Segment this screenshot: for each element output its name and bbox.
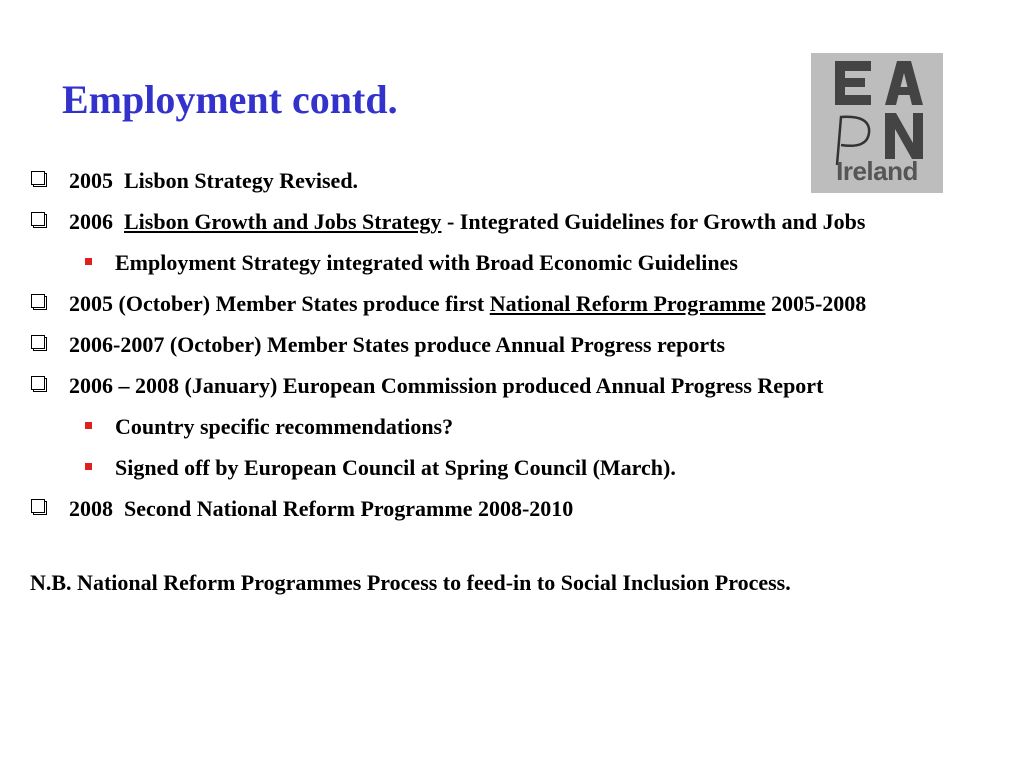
square-bullet-icon bbox=[85, 258, 92, 265]
bullet-item bbox=[30, 492, 1000, 526]
logo-letter-a bbox=[885, 61, 923, 105]
sub-bullet-item bbox=[30, 246, 1000, 280]
bullet-text: 2006-2007 (October) Member States produce Annual Progress reports bbox=[69, 332, 726, 357]
bullet-item bbox=[30, 164, 1000, 198]
slide-title: Employment contd. bbox=[62, 77, 398, 122]
footnote: N.B. National Reform Programmes Process to feed-in to Social Inclusion Process. bbox=[30, 570, 791, 595]
sub-bullet-item bbox=[30, 451, 1000, 485]
bullet-text: 2005 (October) Member States produce first bbox=[69, 291, 490, 316]
logo-letter-n bbox=[885, 113, 923, 159]
checkbox-bullet-icon bbox=[33, 501, 47, 515]
bullet-item bbox=[30, 369, 1000, 403]
logo-word: Ireland bbox=[836, 156, 918, 186]
bullet-text: Signed off by European Council at Spring Council (March). bbox=[115, 455, 676, 480]
logo-letter-e bbox=[835, 61, 871, 105]
checkbox-bullet-icon bbox=[33, 214, 47, 228]
bullet-text: Employment Strategy integrated with Broad Economic Guidelines bbox=[115, 250, 738, 275]
checkbox-bullet-icon bbox=[33, 378, 47, 392]
underlined-term: National Reform Programme bbox=[489, 291, 766, 316]
bullet-text: 2008 Second National Reform Programme 2008-2010 bbox=[69, 496, 574, 521]
bullet-item bbox=[30, 205, 1000, 239]
checkbox-bullet-icon bbox=[33, 337, 47, 351]
bullet-item bbox=[30, 328, 1000, 362]
square-bullet-icon bbox=[85, 422, 92, 429]
bullet-item bbox=[30, 287, 1000, 321]
square-bullet-icon bbox=[85, 463, 92, 470]
bullet-text-continued: - Integrated Guidelines for Growth and Jobs bbox=[441, 209, 866, 234]
underlined-term: Lisbon Growth and Jobs Strategy bbox=[124, 209, 442, 234]
bullet-text: 2006 bbox=[69, 209, 124, 234]
sub-bullet-item bbox=[30, 410, 1000, 444]
checkbox-bullet-icon bbox=[33, 296, 47, 310]
bullet-text-continued: 2005-2008 bbox=[765, 291, 867, 316]
bullet-text: Country specific recommendations? bbox=[115, 414, 454, 439]
bullet-text: 2006 – 2008 (January) European Commission produced Annual Progress Report bbox=[69, 373, 824, 398]
checkbox-bullet-icon bbox=[33, 173, 47, 187]
bullet-text: 2005 Lisbon Strategy Revised. bbox=[69, 168, 359, 193]
slide-body bbox=[30, 164, 1000, 600]
